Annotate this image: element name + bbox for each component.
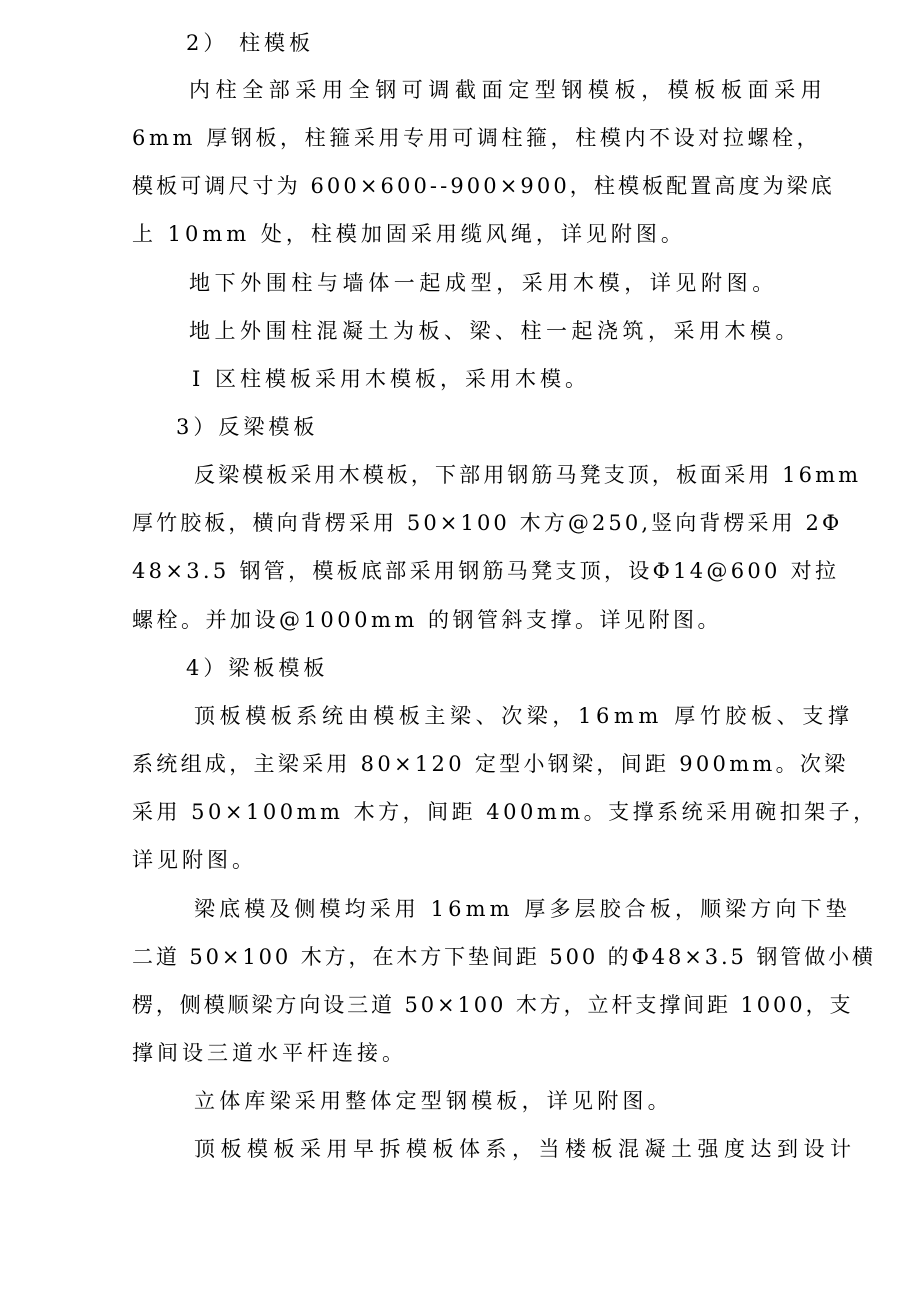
paragraph-line: I 区柱模板采用木模板，采用木模。 bbox=[192, 367, 590, 391]
paragraph-line: 地下外围柱与墙体一起成型，采用木模，详见附图。 bbox=[189, 271, 778, 295]
paragraph-line: 厚竹胶板，横向背楞采用 50×100 木方@250,竖向背楞采用 2Φ bbox=[132, 511, 843, 535]
paragraph-line: 内柱全部采用全钢可调截面定型钢模板，模板板面采用 bbox=[189, 78, 828, 102]
section-heading-reverse-beam-formwork: 3）反梁模板 bbox=[176, 415, 319, 439]
paragraph-line: 上 10mm 处，柱模加固采用缆风绳，详见附图。 bbox=[132, 222, 686, 246]
paragraph-line: 6mm 厚钢板，柱箍采用专用可调柱箍，柱模内不设对拉螺栓， bbox=[132, 126, 822, 150]
section-heading-column-formwork: 2） 柱模板 bbox=[186, 31, 315, 55]
paragraph-line: 撑间设三道水平杆连接。 bbox=[132, 1041, 407, 1065]
section-heading-beam-slab-formwork: 4）梁板模板 bbox=[186, 656, 329, 680]
paragraph-line: 反梁模板采用木模板，下部用钢筋马凳支顶，板面采用 16mm bbox=[194, 463, 862, 487]
paragraph-line: 采用 50×100mm 木方，间距 400mm。支撑系统采用碗扣架子， bbox=[132, 800, 878, 824]
paragraph-line: 二道 50×100 木方，在木方下垫间距 500 的Φ48×3.5 钢管做小横 bbox=[132, 945, 876, 969]
paragraph-line: 48×3.5 钢管，模板底部采用钢筋马凳支顶，设Φ14@600 对拉 bbox=[132, 559, 840, 583]
paragraph-line: 系统组成，主梁采用 80×120 定型小钢梁，间距 900mm。次梁 bbox=[132, 752, 849, 776]
paragraph-line: 顶板模板采用早拆模板体系，当楼板混凝土强度达到设计 bbox=[194, 1137, 857, 1161]
paragraph-line: 梁底模及侧模均采用 16mm 厚多层胶合板，顺梁方向下垫 bbox=[194, 897, 851, 921]
paragraph-line: 螺栓。并加设@1000mm 的钢管斜支撑。详见附图。 bbox=[132, 608, 722, 632]
paragraph-line: 详见附图。 bbox=[132, 848, 257, 872]
paragraph-line: 地上外围柱混凝土为板、梁、柱一起浇筑，采用木模。 bbox=[189, 319, 801, 343]
paragraph-line: 立体库梁采用整体定型钢模板，详见附图。 bbox=[194, 1089, 673, 1113]
paragraph-line: 楞，侧模顺梁方向设三道 50×100 木方，立杆支撑间距 1000，支 bbox=[132, 993, 854, 1017]
paragraph-line: 顶板模板系统由模板主梁、次梁，16mm 厚竹胶板、支撑 bbox=[194, 704, 854, 728]
paragraph-line: 模板可调尺寸为 600×600--900×900，柱模板配置高度为梁底 bbox=[132, 174, 835, 198]
